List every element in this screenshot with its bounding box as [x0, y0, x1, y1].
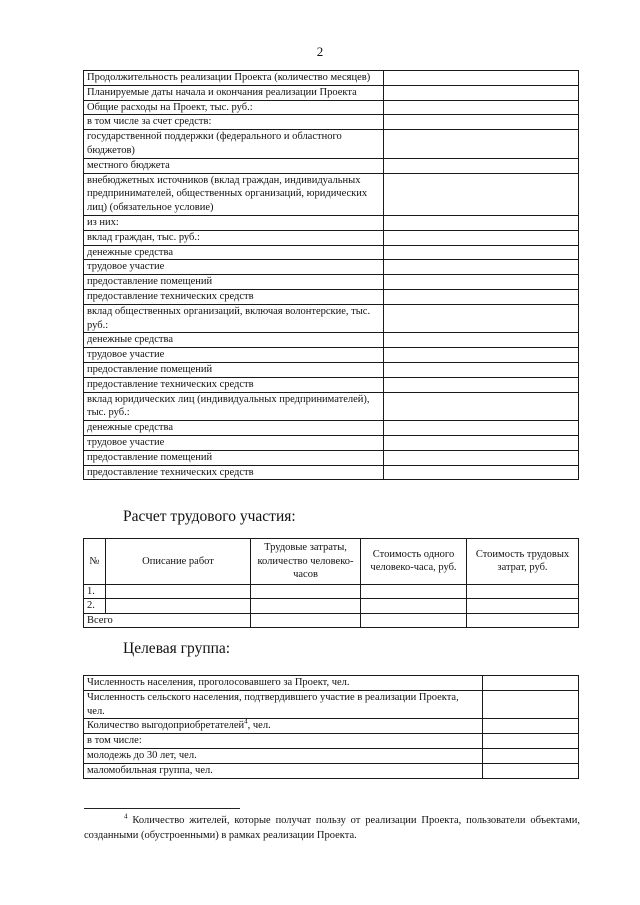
row-label: предоставление технических средств: [84, 377, 384, 392]
table-row: [84, 230, 579, 245]
row-label: Численность сельского населения, подтвердившего участие в реализации Проекта, чел.: [84, 690, 483, 719]
value-cell[interactable]: [384, 100, 579, 115]
labor-hours-cell[interactable]: [251, 584, 361, 599]
table-row: [84, 421, 579, 436]
footnote-text: Количество жителей, которые получат пользу от реализации Проекта, пользователи объектами, созданными (обустроенными) в рамках реализации Проекта.: [84, 815, 581, 841]
row-label: Продолжительность реализации Проекта (количество месяцев): [84, 71, 384, 86]
value-cell[interactable]: [384, 158, 579, 173]
value-cell[interactable]: [384, 362, 579, 377]
total-label: Всего: [84, 613, 251, 628]
table-row: [84, 748, 579, 763]
row-label: государственной поддержки (федерального и областного бюджетов): [84, 130, 384, 159]
labor-cost-cell[interactable]: [467, 599, 579, 614]
row-label: в том числе за счет средств:: [84, 115, 384, 130]
row-label: денежные средства: [84, 333, 384, 348]
table-row: [84, 676, 579, 691]
value-cell[interactable]: [384, 130, 579, 159]
target-group-table: [83, 675, 579, 779]
table-total-row: [84, 613, 579, 628]
row-label: местного бюджета: [84, 158, 384, 173]
row-label: внебюджетных источников (вклад граждан, индивидуальных предпринимателей, общественных организаций, юридических лиц) (обязательное условие): [84, 173, 384, 215]
table-row: [84, 348, 579, 363]
total-labor-hours-cell[interactable]: [251, 613, 361, 628]
value-cell[interactable]: [483, 763, 579, 778]
total-hour-cost-cell[interactable]: [361, 613, 467, 628]
description-cell[interactable]: [106, 599, 251, 614]
row-label: [84, 719, 483, 734]
project-parameters-table: [83, 70, 579, 480]
value-cell[interactable]: [483, 734, 579, 749]
row-label: вклад юридических лиц (индивидуальных предпринимателей), тыс. руб.:: [84, 392, 384, 421]
row-label: в том числе:: [84, 734, 483, 749]
row-label: предоставление технических средств: [84, 465, 384, 480]
value-cell[interactable]: [384, 392, 579, 421]
footnote-divider: [84, 808, 240, 809]
row-label: вклад общественных организаций, включая волонтерские, тыс. руб.:: [84, 304, 384, 333]
row-label: денежные средства: [84, 245, 384, 260]
value-cell[interactable]: [384, 85, 579, 100]
value-cell[interactable]: [384, 71, 579, 86]
labor-participation-table: [83, 538, 579, 628]
row-label: предоставление помещений: [84, 275, 384, 290]
footnote-marker: 4: [124, 812, 128, 821]
value-cell[interactable]: [384, 348, 579, 363]
table-row: [84, 377, 579, 392]
table-row: [84, 362, 579, 377]
row-label: Численность населения, проголосовавшего за Проект, чел.: [84, 676, 483, 691]
table-row: [84, 130, 579, 159]
total-labor-cost-cell[interactable]: [467, 613, 579, 628]
table-row: [84, 734, 579, 749]
row-label: из них:: [84, 215, 384, 230]
table-row: [84, 289, 579, 304]
row-number: 2.: [84, 599, 106, 614]
table-row: [84, 304, 579, 333]
table-row: [84, 245, 579, 260]
labor-cost-cell[interactable]: [467, 584, 579, 599]
table-row: [84, 215, 579, 230]
table-row: [84, 763, 579, 778]
table-row: [84, 100, 579, 115]
value-cell[interactable]: [384, 421, 579, 436]
column-header-labor-hours: Трудовые затраты, количество человеко-часов: [251, 539, 361, 585]
value-cell[interactable]: [384, 115, 579, 130]
value-cell[interactable]: [384, 465, 579, 480]
table-row: [84, 599, 579, 614]
table-row: [84, 392, 579, 421]
row-label: денежные средства: [84, 421, 384, 436]
row-label: предоставление помещений: [84, 450, 384, 465]
row-number: 1.: [84, 584, 106, 599]
value-cell[interactable]: [384, 435, 579, 450]
table-row: [84, 435, 579, 450]
table-row: [84, 158, 579, 173]
table-row: [84, 719, 579, 734]
row-label: трудовое участие: [84, 348, 384, 363]
value-cell[interactable]: [384, 230, 579, 245]
value-cell[interactable]: [384, 275, 579, 290]
column-header-number: №: [84, 539, 106, 585]
row-label: предоставление технических средств: [84, 289, 384, 304]
labor-hours-cell[interactable]: [251, 599, 361, 614]
column-header-description: Описание работ: [106, 539, 251, 585]
table-row: [84, 333, 579, 348]
table-row: [84, 173, 579, 215]
value-cell[interactable]: [384, 245, 579, 260]
value-cell[interactable]: [483, 676, 579, 691]
value-cell[interactable]: [384, 260, 579, 275]
value-cell[interactable]: [384, 215, 579, 230]
footnote: [84, 813, 580, 843]
value-cell[interactable]: [384, 304, 579, 333]
row-label: Общие расходы на Проект, тыс. руб.:: [84, 100, 384, 115]
table-row: [84, 584, 579, 599]
table-row: [84, 465, 579, 480]
table-header-row: [84, 539, 579, 585]
row-label: трудовое участие: [84, 435, 384, 450]
table-row: [84, 260, 579, 275]
hour-cost-cell[interactable]: [361, 599, 467, 614]
target-group-heading: Целевая группа:: [123, 640, 231, 657]
value-cell[interactable]: [483, 748, 579, 763]
value-cell[interactable]: [384, 377, 579, 392]
table-row: [84, 71, 579, 86]
row-label: трудовое участие: [84, 260, 384, 275]
row-label: вклад граждан, тыс. руб.:: [84, 230, 384, 245]
beneficiaries-unit: , чел.: [247, 720, 271, 732]
value-cell[interactable]: [483, 690, 579, 719]
table-row: [84, 690, 579, 719]
value-cell[interactable]: [384, 173, 579, 215]
table-row: [84, 450, 579, 465]
table-row: [84, 115, 579, 130]
row-label: молодежь до 30 лет, чел.: [84, 748, 483, 763]
page-number: 2: [316, 44, 324, 59]
column-header-hour-cost: Стоимость одного человеко-часа, руб.: [361, 539, 467, 585]
row-label: маломобильная группа, чел.: [84, 763, 483, 778]
row-label: предоставление помещений: [84, 362, 384, 377]
value-cell[interactable]: [384, 333, 579, 348]
hour-cost-cell[interactable]: [361, 584, 467, 599]
column-header-labor-cost: Стоимость трудовых затрат, руб.: [467, 539, 579, 585]
table-row: [84, 85, 579, 100]
row-label: Планируемые даты начала и окончания реализации Проекта: [84, 85, 384, 100]
beneficiaries-label: Количество выгодоприобретателей: [87, 720, 245, 732]
description-cell[interactable]: [106, 584, 251, 599]
value-cell[interactable]: [384, 289, 579, 304]
footnote-reference: 4: [244, 717, 248, 726]
value-cell[interactable]: [483, 719, 579, 734]
labor-section-heading: Расчет трудового участия:: [123, 508, 296, 525]
value-cell[interactable]: [384, 450, 579, 465]
table-row: [84, 275, 579, 290]
